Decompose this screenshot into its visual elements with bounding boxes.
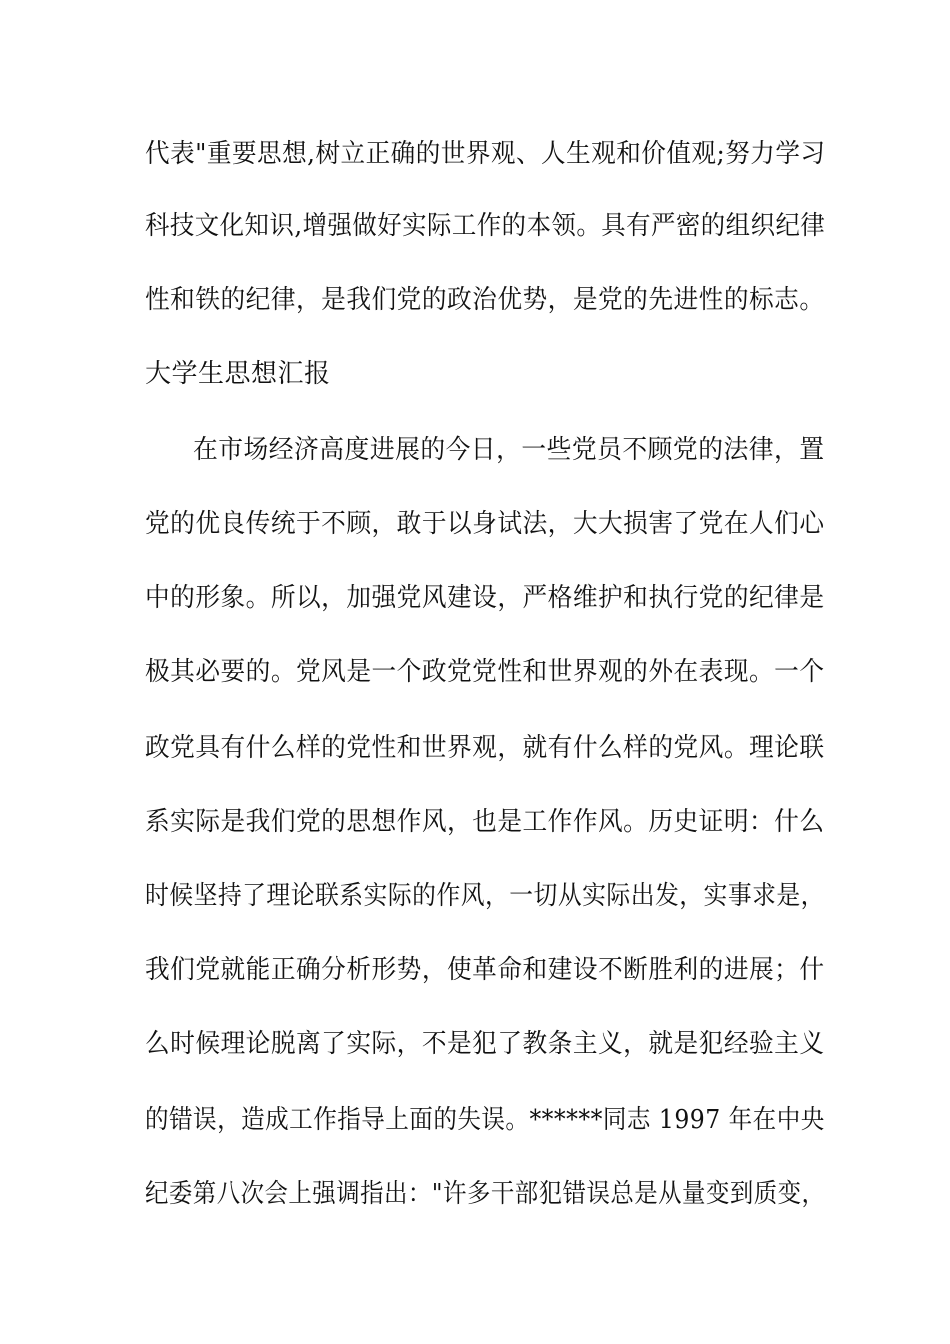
text-line: 么时候理论脱离了实际，不是犯了教条主义，就是犯经验主义: [145, 1029, 825, 1059]
text-line: 政党具有什么样的党性和世界观，就有什么样的党风。理论联: [145, 733, 825, 763]
text-line: 中的形象。所以，加强党风建设，严格维护和执行党的纪律是: [145, 583, 825, 613]
text-line: 性和铁的纪律，是我们党的政治优势，是党的先进性的标志。: [145, 285, 825, 315]
text-line: 纪委第八次会上强调指出："许多干部犯错误总是从量变到质变，: [145, 1179, 826, 1209]
text-line: 代表"重要思想,树立正确的世界观、人生观和价值观;努力学习: [145, 139, 826, 169]
text-line: 我们党就能正确分析形势，使革命和建设不断胜利的进展；什: [145, 955, 825, 985]
paragraph-first-line: 在市场经济高度进展的今日，一些党员不顾党的法律，置: [193, 435, 825, 465]
text-line: 的错误，造成工作指导上面的失误。******同志 1997 年在中央: [145, 1105, 825, 1135]
text-line: 时候坚持了理论联系实际的作风，一切从实际出发，实事求是，: [145, 881, 825, 911]
text-line: 极其必要的。党风是一个政党党性和世界观的外在表现。一个: [145, 657, 825, 687]
section-heading: 大学生思想汇报: [145, 359, 331, 389]
text-line: 科技文化知识,增强做好实际工作的本领。具有严密的组织纪律: [145, 211, 826, 241]
text-line: 系实际是我们党的思想作风，也是工作作风。历史证明：什么: [145, 807, 825, 837]
text-line: 党的优良传统于不顾，敢于以身试法，大大损害了党在人们心: [145, 509, 825, 539]
